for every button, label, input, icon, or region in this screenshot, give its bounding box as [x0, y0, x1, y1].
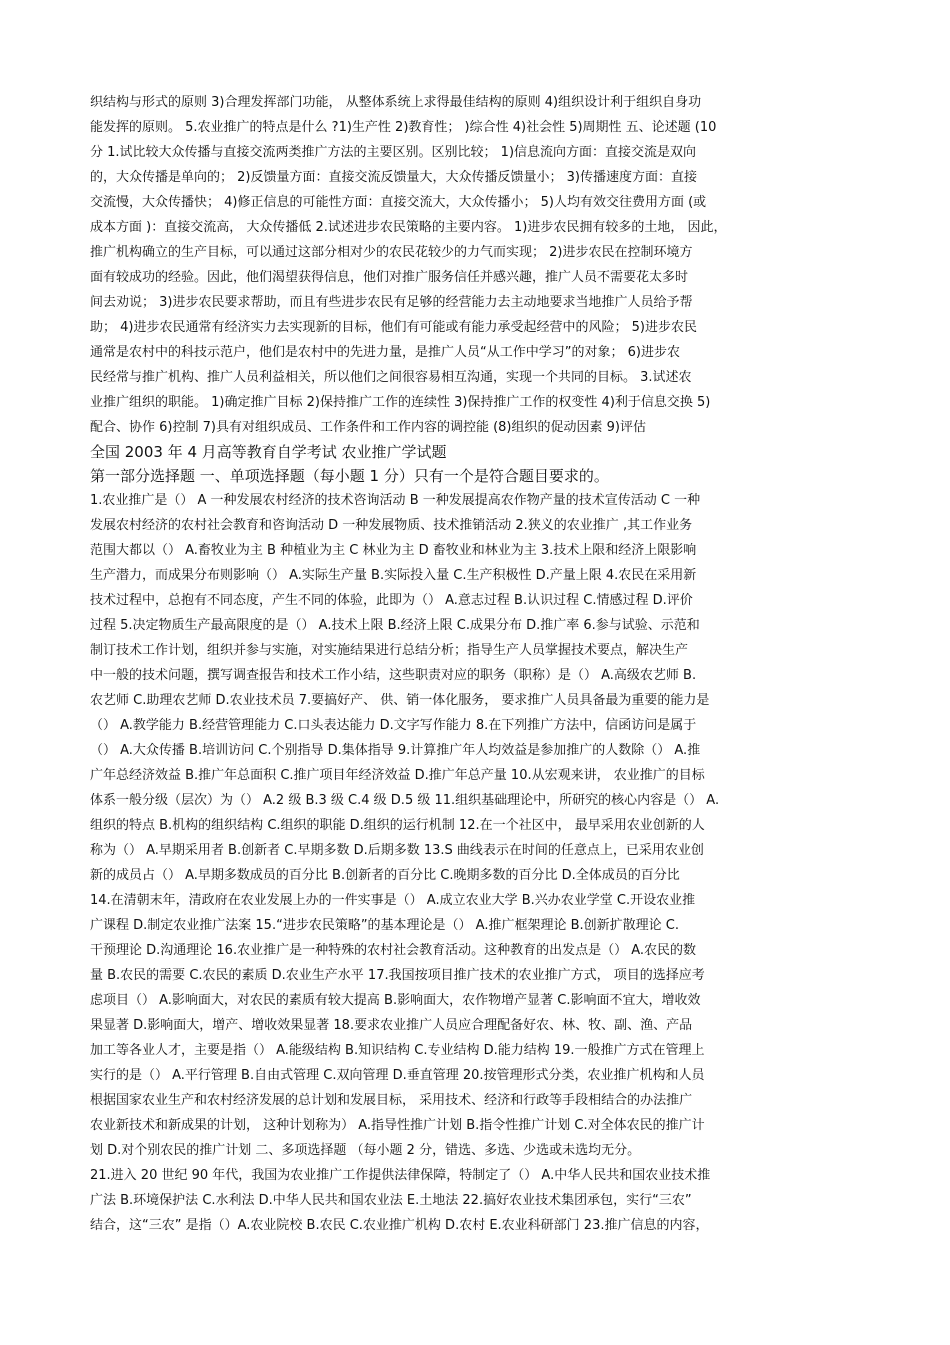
text-line: 业推广组织的职能。 1)确定推广目标 2)保持推广工作的连续性 3)保持推广工作的权变性 4)利于信息交换 5): [90, 395, 711, 410]
text-line: 通常是农村中的科技示范户，他们是农村中的先进力量，是推广人员“从工作中学习”的对象； 6)进步农: [90, 345, 680, 360]
text-line: 农艺师 C.助理农艺师 D.农业技术员 7.要搞好产、 供、销一体化服务， 要求推广人员具备最为重要的能力是: [90, 693, 710, 708]
text-line: 广课程 D.制定农业推广法案 15.“进步农民策略”的基本理论是（） A.推广框架理论 B.创新扩散理论 C.: [90, 918, 680, 933]
text-line: 分 1.试比较大众传播与直接交流两类推广方法的主要区别。区别比较； 1)信息流向方面：直接交流是双向: [90, 145, 697, 160]
text-line: 量 B.农民的需要 C.农民的素质 D.农业生产水平 17.我国按项目推广技术的农业推广方式， 项目的选择应考: [90, 968, 705, 983]
text-line: 技术过程中，总抱有不同态度，产生不同的体验，此即为（） A.意志过程 B.认识过程 C.情感过程 D.评价: [90, 593, 693, 608]
text-line: 发展农村经济的农村社会教育和咨询活动 D 一种发展物质、技术推销活动 2.狭义的农业推广 ,其工作业务: [90, 518, 693, 533]
text-line: 虑项目（） A.影响面大，对农民的素质有较大提高 B.影响面大，农作物增产显著 C.影响面不宜大，增收效: [90, 993, 701, 1008]
text-line: 生产潜力，而成果分布则影响（） A.实际生产量 B.实际投入量 C.生产积极性 D.产量上限 4.农民在采用新: [90, 568, 697, 583]
text-line: （） A.大众传播 B.培训访问 C.个别指导 D.集体指导 9.计算推广年人均效益是参加推广的人数除（） A.推: [90, 743, 701, 758]
text-line: 成本方面 )：直接交流高， 大众传播低 2.试述进步农民策略的主要内容。 1)进步农民拥有较多的土地， 因此，: [90, 220, 727, 235]
text-line: 划 D.对个别农民的推广计划 二、多项选择题 （每小题 2 分，错选、多选、少选或未选均无分。: [90, 1143, 641, 1158]
text-line: 果显著 D.影响面大，增产、增收效果显著 18.要求农业推广人员应合理配备好农、林、牧、副、渔、产品: [90, 1018, 693, 1033]
text-line: 14.在清朝末年，清政府在农业发展上办的一件实事是（） A.成立农业大学 B.兴办农业学堂 C.开设农业推: [90, 893, 696, 908]
text-line: 1.农业推广是（） A 一种发展农村经济的技术咨询活动 B 一种发展提高农作物产量的技术宣传活动 C 一种: [90, 493, 701, 508]
text-line: 新的成员占（） A.早期多数成员的百分比 B.创新者的百分比 C.晚期多数的百分比 D.全体成员的百分比: [90, 868, 680, 883]
text-line: 加工等各业人才，主要是指（） A.能级结构 B.知识结构 C.专业结构 D.能力结构 19.一般推广方式在管理上: [90, 1043, 705, 1058]
text-line: 中一般的技术问题，撰写调查报告和技术工作小结，这些职责对应的职务（职称）是（） A.高级农艺师 B.: [90, 668, 697, 683]
text-line: 称为（） A.早期采用者 B.创新者 C.早期多数 D.后期多数 13.S 曲线表示在时间的任意点上，已采用农业创: [90, 843, 704, 858]
text-line: 织结构与形式的原则 3)合理发挥部门功能， 从整体系统上求得最佳结构的原则 4)组织设计利于组织自身功: [90, 95, 702, 110]
text-line: 结合，这“三农” 是指（）A.农业院校 B.农民 C.农业推广机构 D.农村 E.农业科研部门 23.推广信息的内容，: [90, 1218, 709, 1233]
document-page: [90, 90, 862, 1238]
text-line: 全国 2003 年 4 月高等教育自学考试 农业推广学试题: [90, 443, 447, 461]
text-line: 干预理论 D.沟通理论 16.农业推广是一种特殊的农村社会教育活动。这种教育的出发点是（） A.农民的数: [90, 943, 697, 958]
text-line: 配合、协作 6)控制 7)具有对组织成员、工作条件和工作内容的调控能 (8)组织的促动因素 9)评估: [90, 420, 646, 435]
text-line: 助； 4)进步农民通常有经济实力去实现新的目标，他们有可能或有能力承受起经营中的风险； 5)进步农民: [90, 320, 697, 335]
text-line: 推广机构确立的生产目标，可以通过这部分相对少的农民花较少的力气而实现； 2)进步农民在控制环境方: [90, 245, 693, 260]
text-line: 体系一般分级（层次）为（） A.2 级 B.3 级 C.4 级 D.5 级 11.组织基础理论中，所研究的核心内容是（） A.: [90, 793, 720, 808]
text-line: （） A.教学能力 B.经营管理能力 C.口头表达能力 D.文字写作能力 8.在下列推广方法中，信函访问是属于: [90, 718, 697, 733]
text-line: 21.进入 20 世纪 90 年代，我国为农业推广工作提供法律保障，特制定了（） A.中华人民共和国农业技术推: [90, 1168, 711, 1183]
text-line: 农业新技术和新成果的计划， 这种计划称为） A.指导性推广计划 B.指令性推广计划 C.对全体农民的推广计: [90, 1118, 705, 1133]
text-line: 能发挥的原则。 5.农业推广的特点是什么 ?1)生产性 2)教育性； )综合性 4)社会性 5)周期性 五、论述题 (10: [90, 120, 717, 135]
text-line: 制订技术工作计划，组织并参与实施，对实施结果进行总结分析；指导生产人员掌握技术要点，解决生产: [90, 643, 689, 658]
text-line: 广法 B.环境保护法 C.水利法 D.中华人民共和国农业法 E.土地法 22.搞好农业技术集团承包，实行“三农”: [90, 1193, 692, 1208]
text-line: 间去劝说； 3)进步农民要求帮助，而且有些进步农民有足够的经营能力去主动地要求当地推广人员给予帮: [90, 295, 693, 310]
text-line: 广年总经济效益 B.推广年总面积 C.推广项目年经济效益 D.推广年总产量 10.从宏观来讲， 农业推广的目标: [90, 768, 705, 783]
text-line: 民经常与推广机构、推广人员利益相关，所以他们之间很容易相互沟通，实现一个共同的目标。 3.试述农: [90, 370, 692, 385]
text-line: 的，大众传播是单向的； 2)反馈量方面：直接交流反馈量大，大众传播反馈量小； 3)传播速度方面：直接: [90, 170, 697, 185]
text-line: 根据国家农业生产和农村经济发展的总计划和发展目标， 采用技术、经济和行政等手段相结合的办法推广: [90, 1093, 693, 1108]
text-line: 范围大都以（） A.畜牧业为主 B 种植业为主 C 林业为主 D 畜牧业和林业为主 3.技术上限和经济上限影响: [90, 543, 697, 558]
text-line: 组织的特点 B.机构的组织结构 C.组织的职能 D.组织的运行机制 12.在一个社区中， 最早采用农业创新的人: [90, 818, 705, 833]
text-line: 过程 5.决定物质生产最高限度的是（） A.技术上限 B.经济上限 C.成果分布 D.推广率 6.参与试验、示范和: [90, 618, 700, 633]
text-line: 交流慢，大众传播快； 4)修正信息的可能性方面：直接交流大，大众传播小； 5)人均有效交往费用方面 (或: [90, 195, 707, 210]
text-line: 第一部分选择题 一、单项选择题（每小题 1 分）只有一个是符合题目要求的。: [90, 467, 609, 485]
text-line: 实行的是（） A.平行管理 B.自由式管理 C.双向管理 D.垂直管理 20.按管理形式分类，农业推广机构和人员: [90, 1068, 705, 1083]
text-line: 面有较成功的经验。因此，他们渴望获得信息，他们对推广服务信任并感兴趣，推广人员不需要花太多时: [90, 270, 689, 285]
